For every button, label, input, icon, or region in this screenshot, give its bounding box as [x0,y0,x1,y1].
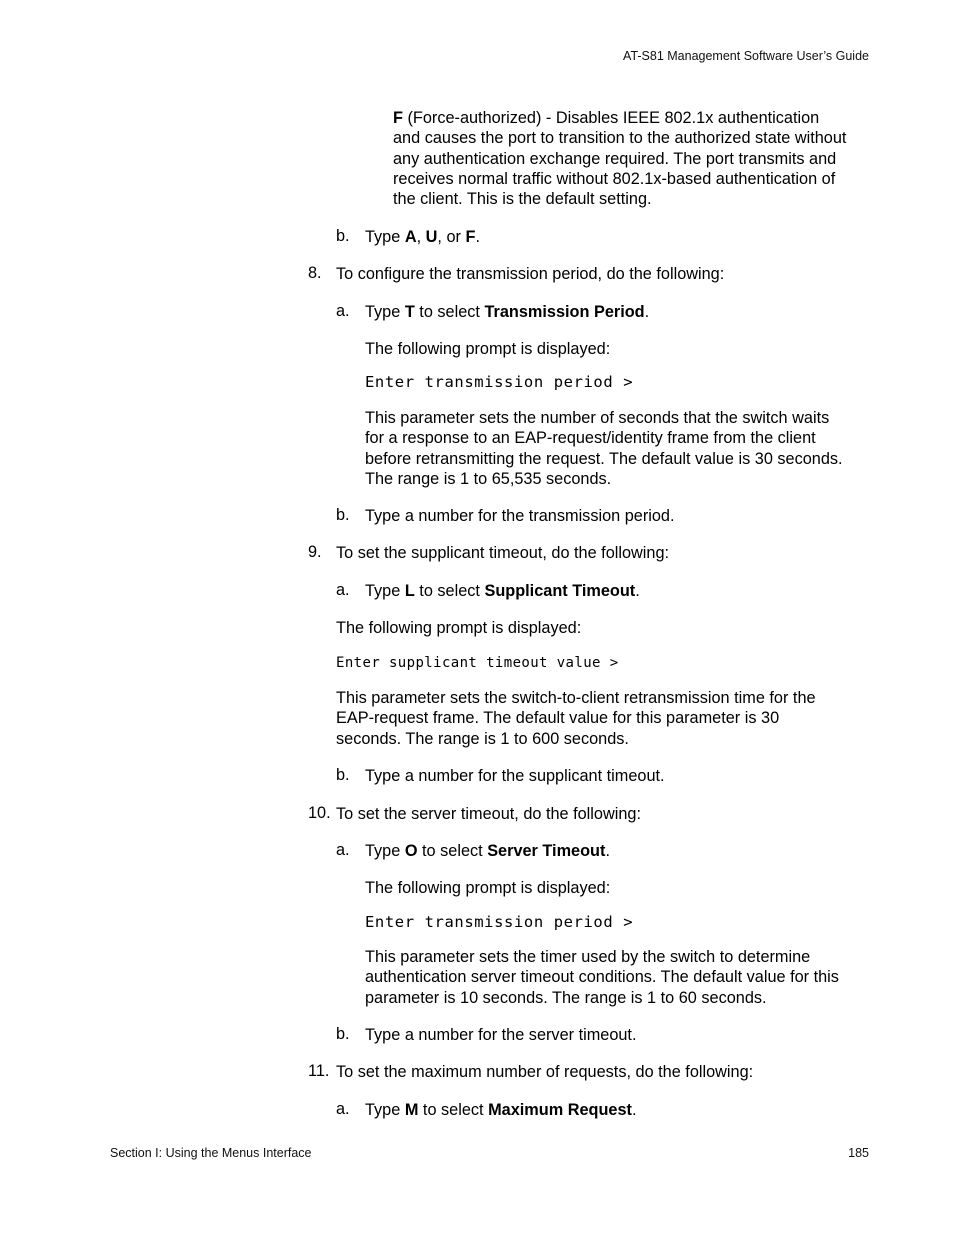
prompt-code: Enter supplicant timeout value > [336,655,619,671]
step9b-text: Type a number for the supplicant timeout. [365,767,665,785]
prompt-intro: The following prompt is displayed: [365,340,611,358]
step10a-text: Type O to select Server Timeout. [365,842,610,860]
prompt-code: Enter transmission period > [365,373,634,391]
desc-line: and causes the port to transition to the authorized state without [393,129,847,148]
step8a-text: Type T to select Transmission Period. [365,303,650,321]
step11-text: To set the maximum number of requests, do the following: [336,1063,754,1081]
step-number: 9. [308,543,322,561]
step9a-text: Type L to select Supplicant Timeout. [365,582,640,600]
footer-section: Section I: Using the Menus Interface [110,1146,312,1160]
force-key: F [393,109,403,127]
substep-marker: b. [336,506,350,524]
step11a-text: Type M to select Maximum Request. [365,1101,637,1119]
substep-marker: a. [336,841,350,859]
step-number: 10. [308,804,331,822]
step8b-text: Type a number for the transmission period. [365,507,675,525]
desc-line: (Force-authorized) - Disables IEEE 802.1x authentication [402,109,820,127]
force-authorized-description [393,108,846,209]
step-number: 8. [308,264,322,282]
substep-marker: a. [336,581,350,599]
step8-text: To configure the transmission period, do the following: [336,265,725,283]
substep-marker: a. [336,302,350,320]
desc-line: any authentication exchange required. The port transmits and [393,149,837,168]
step10-text: To set the server timeout, do the following: [336,805,641,823]
substep-marker: b. [336,227,350,245]
substep-marker: b. [336,766,350,784]
step-number: 11. [308,1062,330,1080]
desc-line: receives normal traffic without 802.1x-based authentication of [393,169,836,188]
step7b-text: Type A, U, or F. [365,228,480,246]
substep-marker: b. [336,1025,350,1043]
running-header: AT-S81 Management Software User’s Guide [623,49,869,63]
step9-description: This parameter sets the switch-to-client retransmission time for the EAP-request frame. The default value for this parameter is 30 seconds. The range is 1 to 600 seconds. [336,689,816,748]
page-number: 185 [848,1146,869,1160]
prompt-code: Enter transmission period > [365,913,634,931]
substep-marker: a. [336,1100,350,1118]
step10b-text: Type a number for the server timeout. [365,1026,637,1044]
step9-text: To set the supplicant timeout, do the following: [336,544,670,562]
step8-description: This parameter sets the number of seconds that the switch waits for a response to an EAP-request/identity frame from the client before retransmitting the request. The default value is 30 seconds. The range is 1 to 65,535 seconds. [365,409,843,488]
prompt-intro: The following prompt is displayed: [336,619,582,637]
step10-description: This parameter sets the timer used by the switch to determine authentication server timeout conditions. The default value for this parameter is 10 seconds. The range is 1 to 60 seconds. [365,948,839,1007]
desc-line: the client. This is the default setting. [393,190,652,209]
prompt-intro: The following prompt is displayed: [365,879,611,897]
